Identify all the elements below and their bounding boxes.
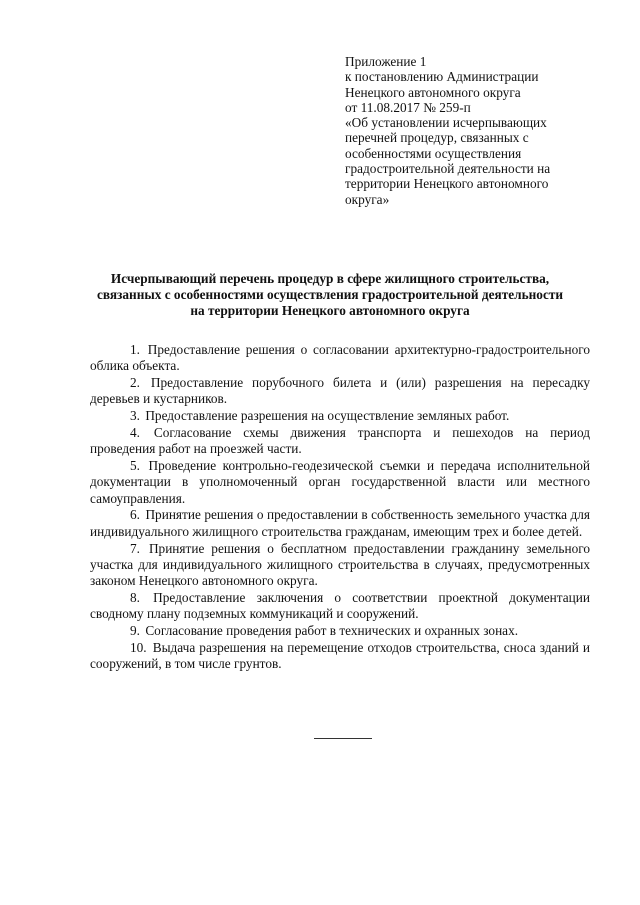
procedure-list bbox=[90, 342, 590, 673]
list-item bbox=[90, 425, 590, 458]
list-item bbox=[90, 640, 590, 673]
item-number: 1. bbox=[130, 342, 140, 357]
item-text: Предоставление разрешения на осуществление земляных работ. bbox=[145, 408, 510, 424]
item-number: 3. bbox=[130, 408, 140, 424]
item-number: 2. bbox=[130, 375, 140, 391]
item-text: Принятие решения о предоставлении в собственность земельного участка для индивидуального жилищного строительства гражданам, имеющим трех и более детей. bbox=[90, 507, 590, 539]
item-number: 7. bbox=[130, 540, 140, 556]
item-text: Предоставление порубочного билета и (или) разрешения на пересадку деревьев и кустарников. bbox=[90, 375, 590, 407]
item-text: Выдача разрешения на перемещение отходов строительства, сноса зданий и сооружений, в том числе грунтов. bbox=[90, 639, 591, 672]
appendix-line: особенностями осуществления bbox=[345, 145, 522, 161]
item-text: Согласование проведения работ в технических и охранных зонах. bbox=[145, 623, 519, 639]
end-divider bbox=[314, 738, 372, 739]
appendix-line: Приложение 1 bbox=[345, 54, 427, 69]
appendix-line: от 11.08.2017 № 259-п bbox=[345, 99, 471, 115]
item-number: 6. bbox=[130, 507, 140, 523]
appendix-line: градостроительной деятельности на bbox=[345, 161, 551, 177]
item-text: Согласование схемы движения транспорта и пешеходов на период проведения работ на проезжей части. bbox=[90, 424, 590, 457]
item-text: Предоставление заключения о соответствии проектной документации сводному плану подземных коммуникаций и сооружений. bbox=[90, 589, 590, 622]
list-item bbox=[90, 408, 590, 424]
item-number: 10. bbox=[130, 639, 147, 655]
item-number: 5. bbox=[130, 458, 140, 474]
appendix-line: округа» bbox=[345, 191, 390, 207]
item-text: Принятие решения о бесплатном предоставлении гражданину земельного участка для индивидуального жилищного строительства в случаях, предусмотренных законом Ненецкого автономного округа. bbox=[90, 540, 591, 589]
item-number: 9. bbox=[130, 623, 140, 639]
appendix-line: Ненецкого автономного округа bbox=[345, 84, 521, 100]
item-text: Проведение контрольно-геодезической съемки и передача исполнительной документации в уполномоченный орган государственной власти или местного самоуправления. bbox=[90, 458, 590, 506]
appendix-block bbox=[345, 54, 595, 207]
title-line: Исчерпывающий перечень процедур в сфере жилищного строительства, bbox=[110, 271, 550, 286]
appendix-line: «Об установлении исчерпывающих bbox=[345, 115, 547, 131]
item-number: 4. bbox=[130, 424, 140, 440]
list-item bbox=[90, 623, 590, 639]
list-item bbox=[90, 590, 590, 623]
list-item bbox=[90, 541, 590, 590]
list-item bbox=[90, 507, 590, 540]
list-item bbox=[90, 375, 590, 408]
item-text: Предоставление решения о согласовании архитектурно-градостроительного облика объекта. bbox=[90, 342, 591, 374]
document-title bbox=[70, 271, 590, 319]
list-item bbox=[90, 342, 590, 375]
appendix-line: к постановлению Администрации bbox=[345, 69, 539, 85]
title-line: на территории Ненецкого автономного округа bbox=[190, 303, 470, 318]
item-number: 8. bbox=[130, 589, 140, 605]
list-item bbox=[90, 458, 590, 507]
appendix-line: территории Ненецкого автономного bbox=[345, 176, 549, 192]
title-line: связанных с особенностями осуществления градостроительной деятельности bbox=[96, 287, 564, 302]
appendix-line: перечней процедур, связанных с bbox=[345, 130, 529, 146]
